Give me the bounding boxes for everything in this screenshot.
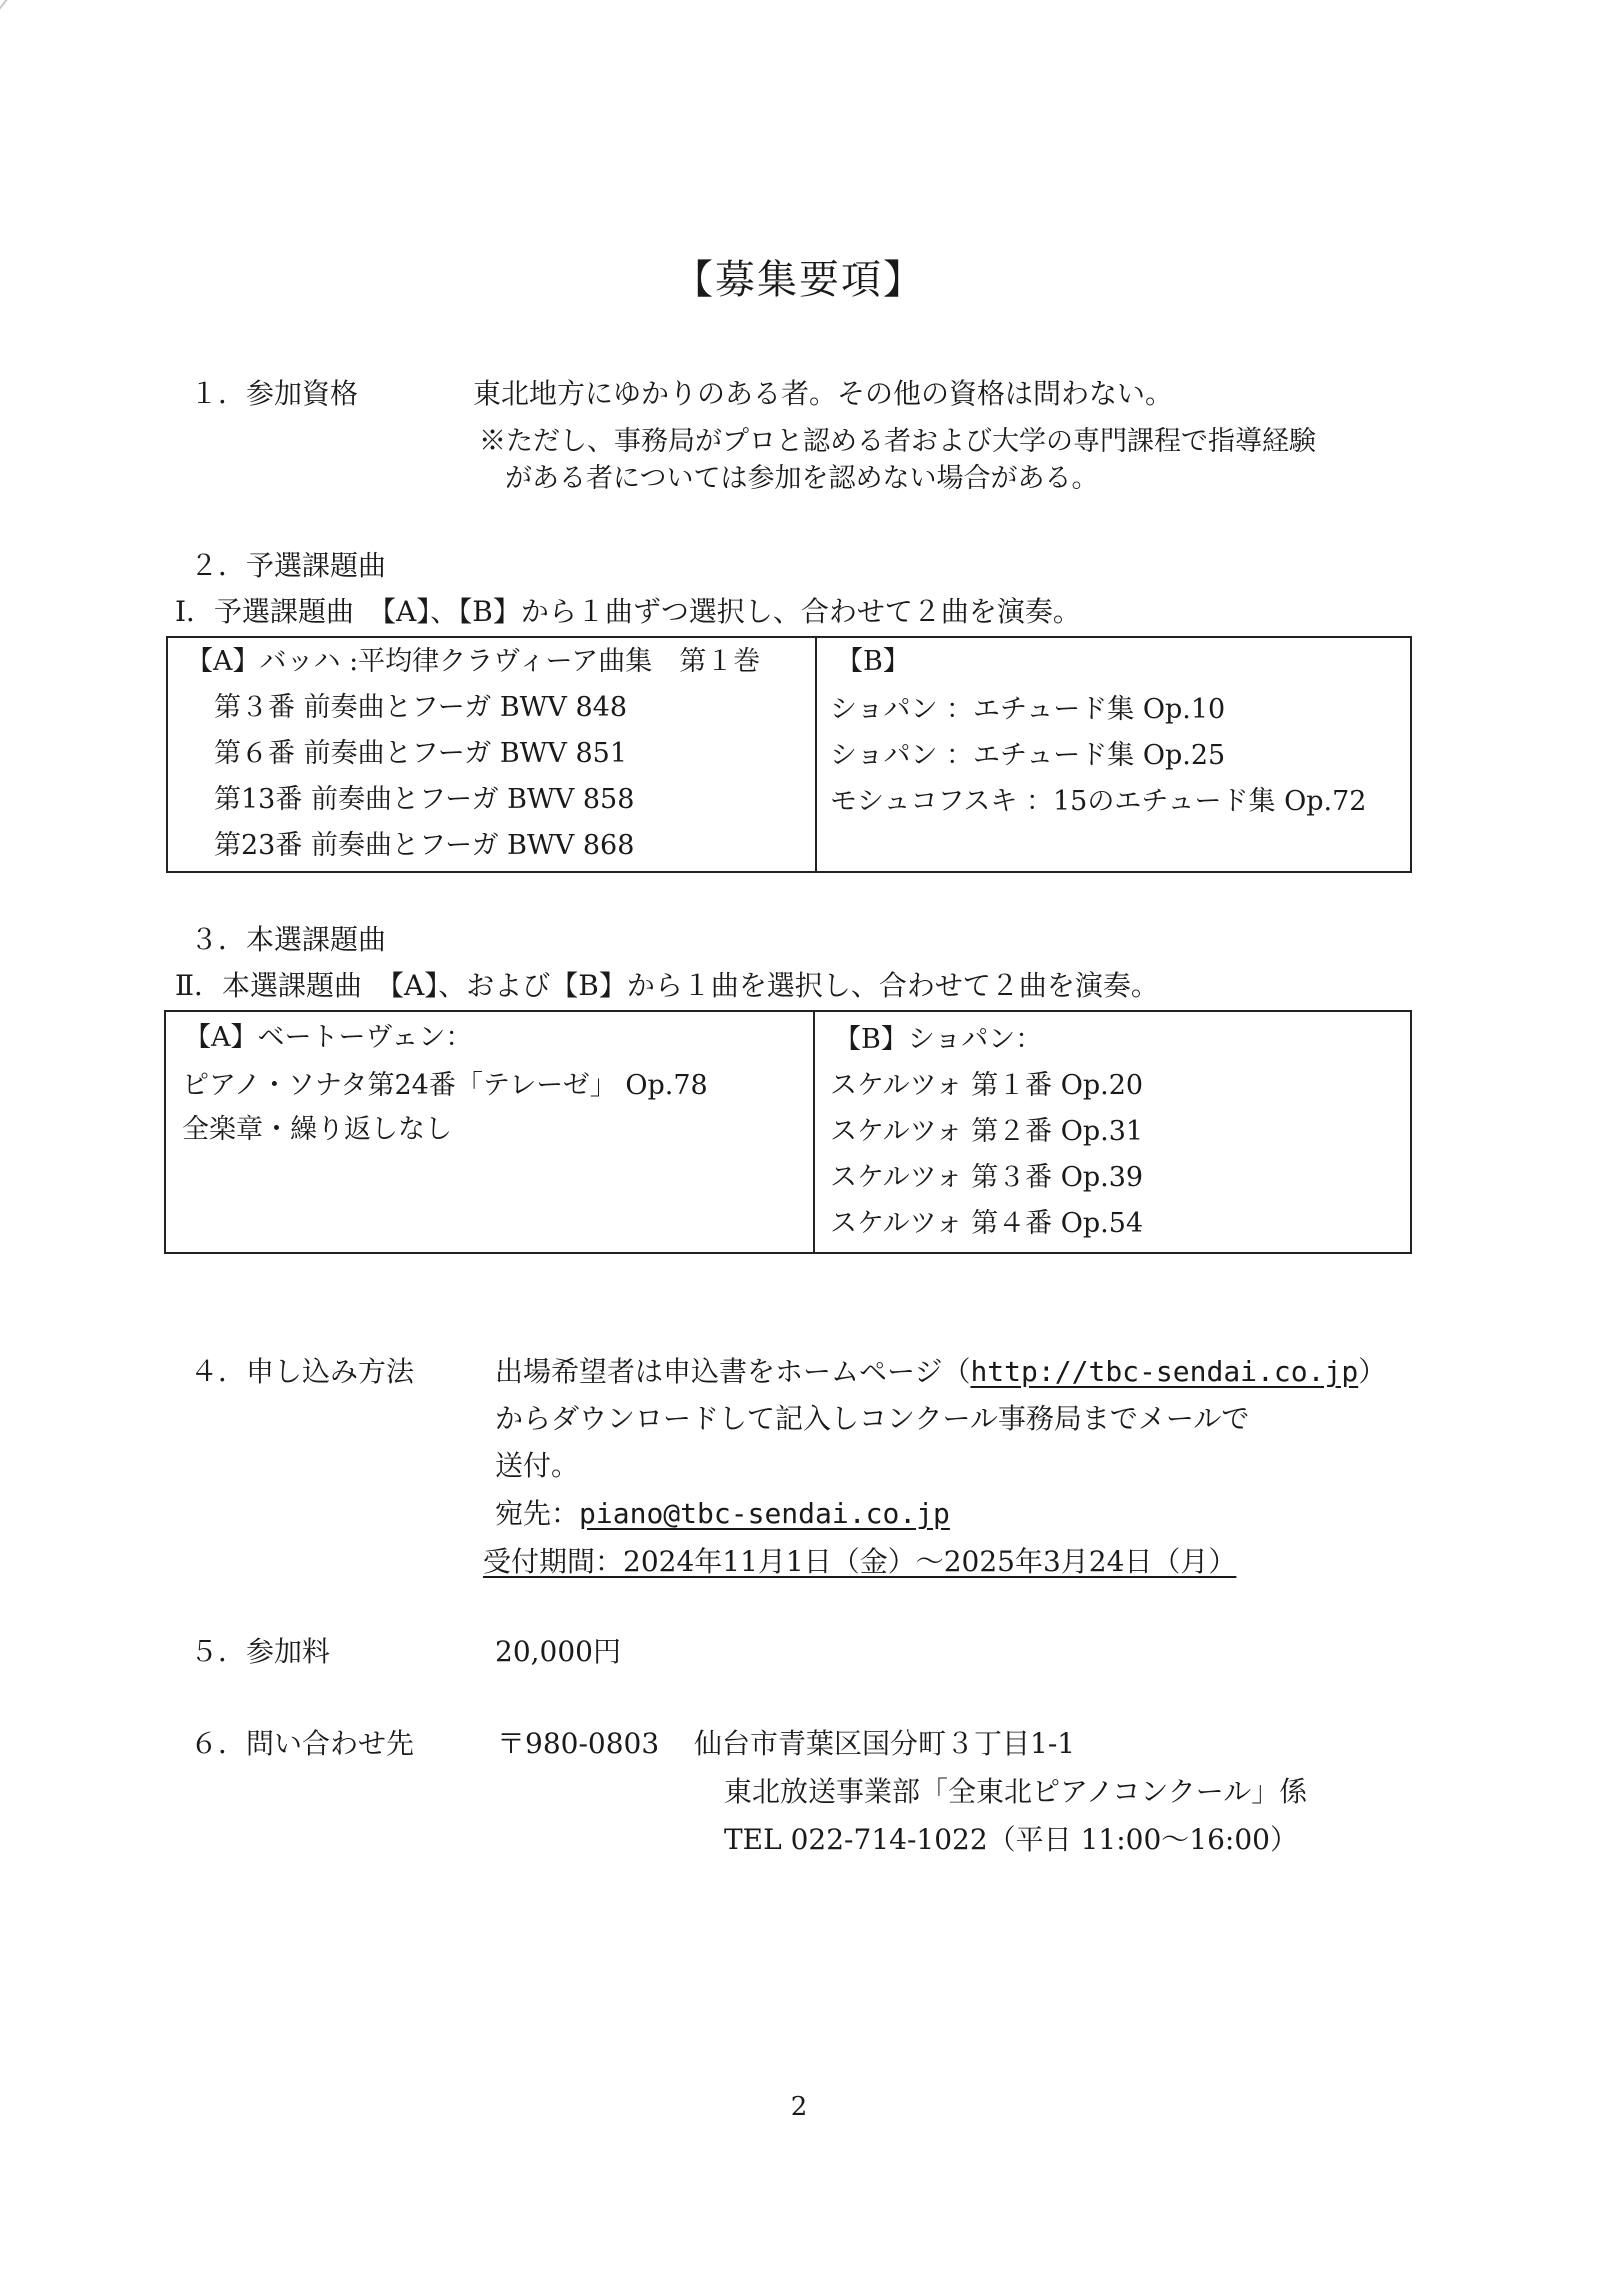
table-column-divider [813,1012,815,1252]
final-col-a-item: 全楽章・繰り返しなし [182,1114,452,1145]
prelim-col-b-item: ショパン ：エチュード集 Op.10 [830,694,1226,725]
section1-body: 東北地方にゆかりのある者。その他の資格は問わない。 [473,377,1174,410]
email-label: 宛先： [495,1497,580,1530]
prelim-col-a-item: 第６番 前奏曲とフーガ BWV 851 [214,738,628,769]
section1-note-line1: ※ただし、事務局がプロと認める者および大学の専門課程で指導経験 [479,426,1316,457]
section1-heading: １．参加資格 [190,377,359,410]
homepage-url-link[interactable]: http://tbc-sendai.co.jp [970,1355,1359,1388]
email-line [495,1497,950,1530]
page-title: 【募集要項】 [673,257,925,303]
application-line1-suffix: ） [1358,1355,1387,1388]
final-col-b-item: スケルツォ 第３番 Op.39 [830,1162,1144,1193]
final-col-b-item: スケルツォ 第２番 Op.31 [830,1116,1144,1147]
section2-heading: ２．予選課題曲 [190,549,387,582]
prelim-col-a-item: 第13番 前奏曲とフーガ BWV 858 [214,784,635,815]
prelim-col-b-item: ショパン ：エチュード集 Op.25 [830,740,1226,771]
final-col-b-item: スケルツォ 第１番 Op.20 [830,1070,1144,1101]
application-line2: からダウンロードして記入しコンクール事務局までメールで [495,1402,1250,1435]
section2-subheading: Ⅰ．予選課題曲 【A】、【B】から１曲ずつ選択し、合わせて２曲を演奏。 [175,595,1081,628]
section6-heading: ６．問い合わせ先 [190,1727,415,1760]
section1-note-line2: がある者については参加を認めない場合がある。 [505,463,1099,494]
final-col-a-header: 【A】ベートーヴェン： [184,1022,473,1053]
section3-heading: ３．本選課題曲 [190,923,387,956]
prelim-col-b-item: モシュコフスキ ：15のエチュード集 Op.72 [830,786,1367,817]
entry-fee: 20,000円 [495,1635,621,1668]
application-period: 受付期間：2024年11月1日（金）～2025年3月24日（月） [483,1545,1237,1578]
prelim-pieces-table [166,636,1412,873]
prelim-col-a-item: 第３番 前奏曲とフーガ BWV 848 [214,692,628,723]
contact-address: 仙台市青葉区国分町３丁目1-1 [694,1727,1076,1760]
application-line1 [495,1355,1387,1388]
final-col-b-item: スケルツォ 第４番 Op.54 [830,1208,1144,1239]
section4-heading: ４．申し込み方法 [190,1355,415,1388]
prelim-col-a-item: 第23番 前奏曲とフーガ BWV 868 [214,830,635,861]
page-number: 2 [790,2092,808,2122]
section3-subheading: Ⅱ．本選課題曲 【A】、および【B】から１曲を選択し、合わせて２曲を演奏。 [175,969,1159,1002]
section5-heading: ５．参加料 [190,1635,331,1668]
contact-telephone: TEL 022-714-1022（平日 11:00～16:00） [724,1823,1298,1856]
table-column-divider [815,638,817,871]
final-col-a-item: ピアノ・ソナタ第24番「テレーゼ」 Op.78 [182,1070,708,1101]
contact-postal-code: 〒980-0803 [497,1727,660,1760]
email-link[interactable]: piano@tbc-sendai.co.jp [579,1497,950,1530]
application-line3: 送付。 [495,1449,580,1482]
prelim-col-a-header: 【A】バッハ :平均律クラヴィーア曲集 第１巻 [186,646,761,677]
scan-artifact-line [0,0,49,22]
application-line1-prefix: 出場希望者は申込書をホームページ（ [495,1355,971,1388]
final-pieces-table [164,1010,1412,1254]
prelim-col-b-header: 【B】 [836,646,910,677]
contact-department: 東北放送事業部「全東北ピアノコンクール」係 [724,1775,1308,1808]
final-col-b-header: 【B】ショパン： [834,1024,1043,1055]
